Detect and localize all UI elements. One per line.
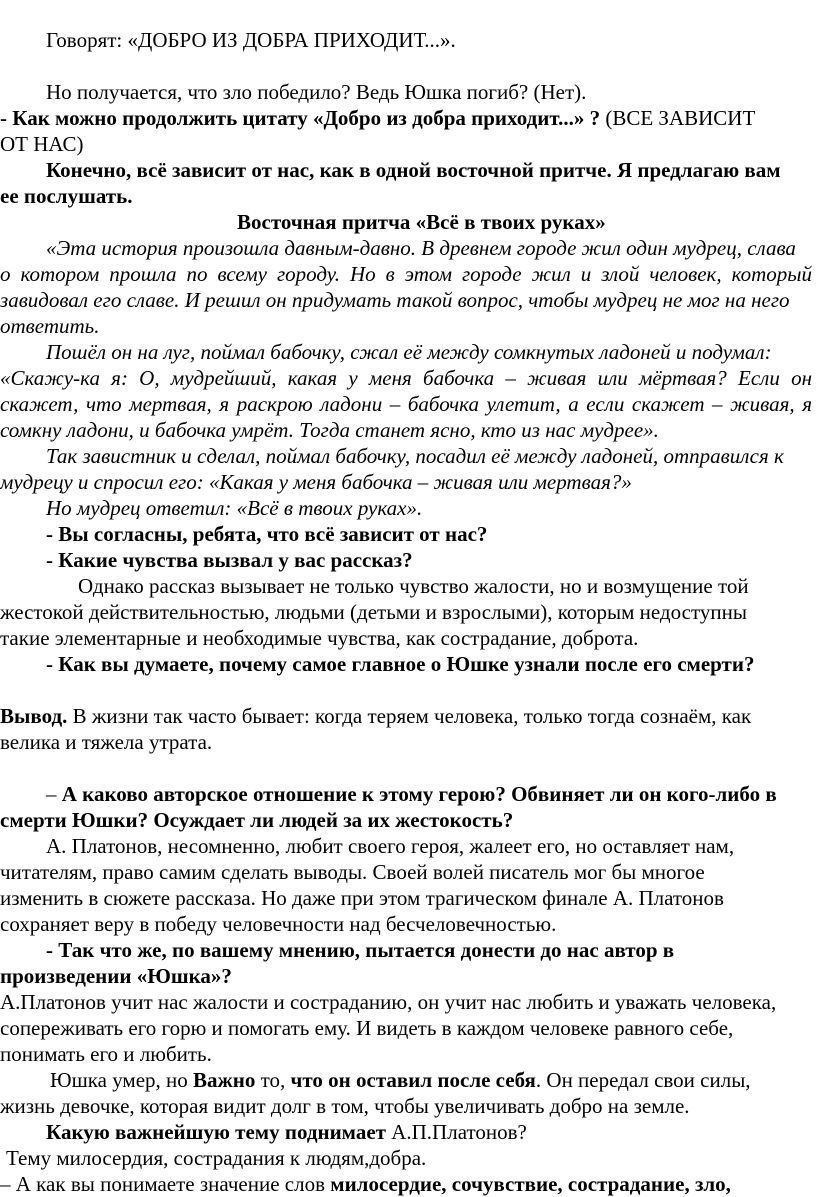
body-line: А. Платонов, несомненно, любит своего героя, жалеет его, но оставляет нам,	[46, 834, 735, 858]
words-question	[0, 1171, 812, 1197]
parable-line: скажет, что мертвая, я раскрою ладони – бабочка улетит, а если скажет – живая, я	[0, 392, 812, 416]
body-line: такие элементарные и необходимые чувства, как сострадание, доброта.	[0, 626, 639, 650]
question-author-aim-end: произведении «Юшка»?	[0, 964, 232, 988]
quote-question-bold: - Как можно продолжить цитату «Добро из добра приходит...» ?	[0, 106, 601, 130]
conclusion	[0, 703, 812, 729]
parable-line: о котором прошла по всему городу. Но в этом городе жил и злой человек, который	[0, 262, 812, 286]
question-line: Но получается, что зло победило? Ведь Юшка погиб? (Нет).	[46, 80, 587, 104]
parable-intro: Конечно, всё зависит от нас, как в одной восточной притче. Я предлагаю вам	[46, 158, 781, 182]
yushka-text: Юшка умер, но	[50, 1068, 194, 1092]
yushka-text: то,	[255, 1068, 291, 1092]
body-line: понимать его и любить.	[0, 1042, 212, 1066]
parable-intro-end: ее послушать.	[0, 184, 133, 208]
parable-line: завидовал его славе. И решил он придумать такой вопрос, чтобы мудрец не мог на него	[0, 288, 790, 312]
important-word: Важно	[193, 1068, 256, 1092]
conclusion-label: Вывод.	[0, 704, 68, 728]
conclusion-text: В жизни так часто бывает: когда теряем человека, только тогда сознаём, как	[67, 704, 752, 728]
body-line: А.Платонов учит нас жалости и состраданию, он учит нас любить и уважать человека,	[0, 990, 777, 1014]
yushka-line	[50, 1067, 812, 1093]
body-line: читателям, право самим сделать выводы. Своей волей писатель мог бы многое	[0, 860, 705, 884]
parable-title: Восточная притча «Всё в твоих руках»	[237, 210, 606, 234]
body-line: сохраняет веру в победу человечности над бесчеловечностью.	[0, 912, 557, 936]
parable-line: Пошёл он на луг, поймал бабочку, сжал её между сомкнутых ладоней и подумал:	[46, 340, 772, 364]
parable-line: «Эта история произошла давным-давно. В древнем городе жил один мудрец, слава	[46, 236, 796, 260]
body-line: жестокой действительностью, людьми (детьми и взрослыми), которым недоступны	[0, 600, 747, 624]
quote-question	[0, 105, 812, 131]
author-question-end: смерти Юшки? Осуждает ли людей за их жестокость?	[0, 808, 514, 832]
parable-line: Так завистник и сделал, поймал бабочку, посадил её между ладоней, отправился к	[46, 444, 784, 468]
topic-question-author: А.П.Платонов?	[385, 1120, 527, 1144]
topic-question-bold: Какую важнейшую тему поднимает	[46, 1120, 386, 1144]
words-list: милосердие, сочувствие, сострадание, зло,	[330, 1172, 731, 1196]
author-question-bold: А каково авторское отношение к этому герою? Обвиняет ли он кого-либо в	[61, 782, 777, 806]
quote-answer: (ВСЕ ЗАВИСИТ	[600, 106, 756, 130]
parable-line: ответить.	[0, 314, 100, 338]
topic-question	[46, 1119, 812, 1145]
question-author-aim: - Так что же, по вашему мнению, пытается донести до нас автор в	[46, 938, 675, 962]
question-why: - Как вы думаете, почему самое главное о Юшке узнали после его смерти?	[46, 652, 755, 676]
parable-line: сомкну ладони, и бабочка умрёт. Тогда станет ясно, кто из нас мудрее».	[0, 418, 659, 442]
conclusion-text-end: велика и тяжела утрата.	[0, 730, 213, 754]
body-line: сопереживать его горю и помогать ему. И видеть в каждом человеке равного себе,	[0, 1016, 734, 1040]
yushka-text: . Он передал свои силы,	[535, 1068, 751, 1092]
parable-line: Но мудрец ответил: «Всё в твоих руках».	[46, 496, 423, 520]
question-feelings: - Какие чувства вызвал у вас рассказ?	[46, 548, 413, 572]
parable-line: «Скажу-ка я: О, мудрейший, какая у меня бабочка – живая или мёртвая? Если он	[0, 366, 812, 390]
question-agree: - Вы согласны, ребята, что всё зависит от нас?	[46, 522, 488, 546]
author-question	[46, 781, 812, 807]
words-question-text: – А как вы понимаете значение слов	[0, 1172, 331, 1196]
body-line: жизнь девочке, которая видит долг в том, чтобы увеличивать добро на земле.	[0, 1094, 690, 1118]
saying-line: Говорят: «ДОБРО ИЗ ДОБРА ПРИХОДИТ...».	[46, 28, 456, 52]
legacy-phrase: что он оставил после себя	[290, 1068, 536, 1092]
dash: –	[46, 782, 62, 806]
quote-answer-end: ОТ НАС)	[0, 132, 84, 156]
body-line: Однако рассказ вызывает не только чувство жалости, но и возмущение той	[78, 574, 749, 598]
body-line: изменить в сюжете рассказа. Но даже при этом трагическом финале А. Платонов	[0, 886, 724, 910]
parable-line: мудрецу и спросил его: «Какая у меня бабочка – живая или мертвая?»	[0, 470, 632, 494]
topic-answer: Тему милосердия, сострадания к людям,добра.	[6, 1146, 427, 1170]
